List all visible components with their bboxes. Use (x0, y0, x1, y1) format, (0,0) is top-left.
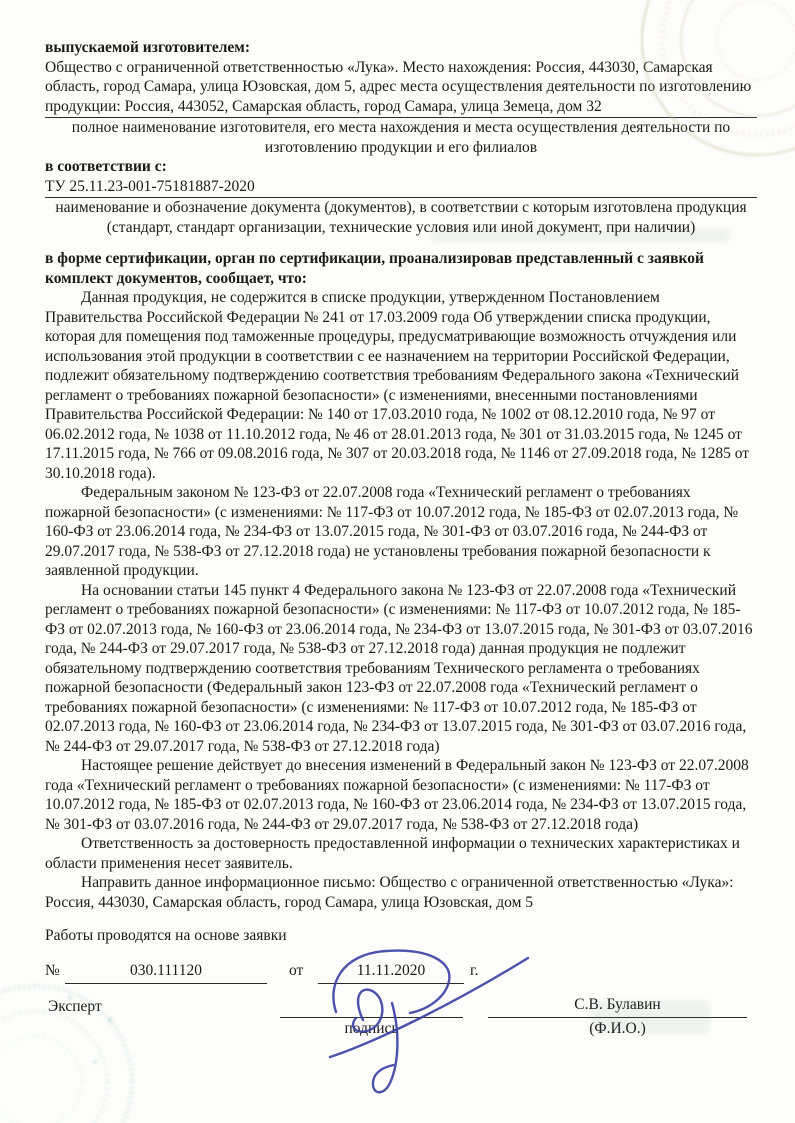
paragraph-product-not-listed: Данная продукция, не содержится в списке продукции, утвержденном Постановлением Правительства Российской Федерации № 241 от 17.03.2009 года Об утверждении списка продукции, которая для помещения под таможенные процедуры, предусматривающие возможность отчуждения или использования этой продукции в соответствии с ее назначением на территории Российской Федерации, подлежит обязательному подтверждению соответствия требованиям Федерального закона «Технический регламент о требованиях пожарной безопасности» (с изменениями, внесенными постановлениями Правительства Российской Федерации: № 140 от 17.03.2010 года, № 1002 от 08.12.2010 года, № 97 от 06.02.2012 года, № 1038 от 11.10.2012 года, № 46 от 28.01.2013 года, № 301 от 31.03.2015 года, № 1245 от 17.11.2015 года, № 766 от 09.08.2016 года, № 307 от 20.03.2018 года, № 1146 от 27.09.2018 года, № 1285 от 30.10.2018 года). (45, 289, 750, 482)
expert-label: Эксперт (48, 998, 102, 1015)
application-number-label: № (45, 962, 60, 979)
accordance-heading: в соответствии с: (45, 158, 167, 175)
request-basis-line: Работы проводятся на основе заявки (45, 927, 287, 944)
paragraph-federal-law-123: Федеральным законом № 123-ФЗ от 22.07.2008 года «Технический регламент о требованиях пожарной безопасности» (с изменениями: № 117-ФЗ от 10.07.2012 года, № 185-ФЗ от 02.07.2013 года, № 160-ФЗ от 23.06.2014 года, № 234-ФЗ от 13.07.2015 года, № 301-ФЗ от 03.07.2016 года, № 244-ФЗ от 29.07.2017 года, № 538-ФЗ от 27.12.2018 года) не установлены требования пожарной безопасности к заявленной продукции. (45, 484, 739, 579)
paragraph-decision-validity: Настоящее решение действует до внесения изменений в Федеральный закон № 123-ФЗ от 22.07.2008 года «Технический регламент о требованиях пожарной безопасности» (с изменениями: № 117-ФЗ от 10.07.2012 года, № 185-ФЗ от 02.07.2013 года, № 160-ФЗ от 23.06.2014 года, № 234-ФЗ от 13.07.2015 года, № 301-ФЗ от 03.07.2016 года, № 244-ФЗ от 29.07.2017 года, № 538-ФЗ от 27.12.2018 года) (45, 757, 749, 833)
accordance-value: ТУ 25.11.23-001-75181887-2020 (45, 177, 255, 195)
application-number-field: 030.111120 (65, 959, 267, 984)
manufacturer-heading: выпускаемой изготовителем: (45, 39, 251, 56)
signature-caption: подпись (344, 1020, 399, 1037)
accordance-caption: наименование и обозначение документа (документов), в соответствии с которым изготовлена продукция (стандарт, стандарт организации, технические условия или иной документ, при наличии) (55, 199, 747, 236)
year-suffix-label: г. (470, 962, 479, 979)
paragraph-article-145: На основании статьи 145 пункт 4 Федерального закона № 123-ФЗ от 22.07.2008 года «Технический регламент о требованиях пожарной безопасности» (с изменениями: № 117-ФЗ от 10.07.2012 года, № 185-ФЗ от 02.07.2013 года, № 160-ФЗ от 23.06.2014 года, № 234-ФЗ от 13.07.2015 года, № 301-ФЗ от 03.07.2016 года, № 244-ФЗ от 29.07.2017 года, № 538-ФЗ от 27.12.2018 года) данная продукция не подлежит обязательному подтверждению соответствия требованиям Технического регламента о требованиях пожарной безопасности (Федеральный закон 123-ФЗ от 22.07.2008 года «Технический регламент о требованиях пожарной безопасности» (с изменениями: № 117-ФЗ от 10.07.2012 года, № 185-ФЗ от 02.07.2013 года, № 160-ФЗ от 23.06.2014 года, № 234-ФЗ от 13.07.2015 года, № 301-ФЗ от 03.07.2016 года, № 244-ФЗ от 29.07.2017 года, № 538-ФЗ от 27.12.2018 года) (45, 581, 753, 755)
paragraph-send-letter: Направить данное информационное письмо: Общество с ограниченной ответственностью «Лука»: Россия, 443030, Самарская область, город Самара, улица Юзовская, дом 5 (45, 874, 734, 911)
expert-name-caption: (Ф.И.О.) (589, 1020, 646, 1037)
signature-line (280, 993, 463, 1018)
paragraph-responsibility: Ответственность за достоверность предоставленной информации о технических характеристиках и области применения несет заявитель. (45, 835, 740, 872)
manufacturer-caption: полное наименование изготовителя, его места нахождения и места осуществления деятельности по изготовлению продукции и его филиалов (71, 119, 731, 156)
from-label: от (289, 962, 304, 979)
application-date-field: 11.11.2020 (318, 959, 464, 984)
expert-name-field: С.В. Булавин (488, 993, 747, 1018)
manufacturer-details: Общество с ограниченной ответственностью «Лука». Место нахождения: Россия, 443030, Самарская область, город Самара, улица Юзовская, дом 5, адрес места осуществления деятельности по изготовлению продукции: Россия, 443052, Самарская область, город Самара, улица Земеца, дом 32 (45, 58, 752, 115)
statement-heading: в форме сертификации, орган по сертификации, проанализировав представленный с заявкой комплект документов, сообщает, что: (45, 250, 704, 287)
